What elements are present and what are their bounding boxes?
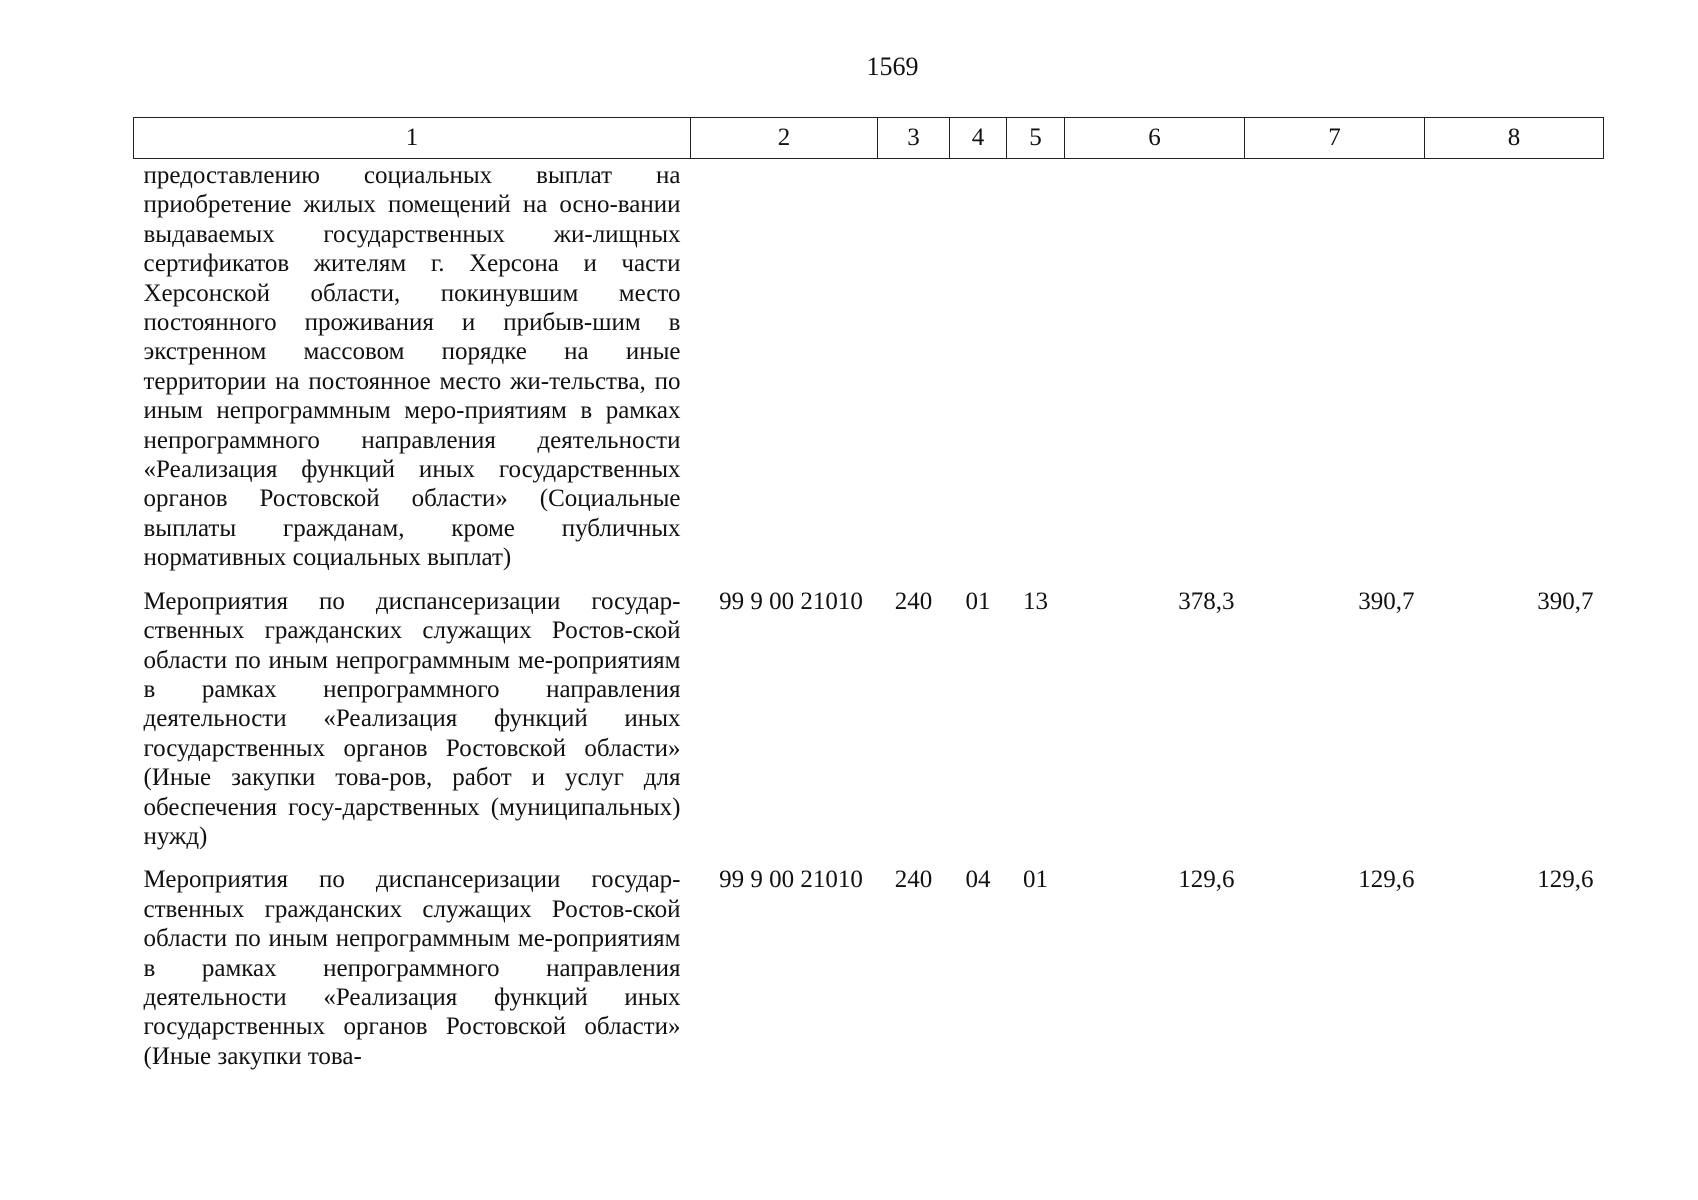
table-row [134, 573, 1604, 852]
column-header: 6 [1065, 118, 1245, 159]
amount-cell-7: 129,6 [1358, 866, 1415, 894]
expense-type-cell [878, 159, 950, 573]
table-row [134, 851, 1604, 1071]
table-row [134, 159, 1604, 573]
target-code-cell: 99 9 00 21010 [719, 866, 863, 894]
amount-cell-6 [1065, 159, 1245, 573]
target-code-cell [691, 159, 878, 573]
column-header: 2 [691, 118, 878, 159]
amount-cell-7 [1245, 159, 1425, 573]
expense-type-cell: 240 [894, 587, 933, 615]
page-number: 1569 [866, 52, 919, 81]
subsection-cell: 01 [1023, 866, 1048, 894]
table-header-row [134, 118, 1604, 159]
section-cell: 04 [965, 866, 991, 894]
section-cell: 01 [965, 587, 991, 615]
row-description: Мероприятия по диспансеризации государ-ственных гражданских служащих Ростов-ской области по иным непрограммным ме-роприятиям в рамках непрограммного направления деятельности «Реализация функций иных государственных органов Ростовской области» (Иные закупки това- [143, 866, 681, 1070]
budget-table [133, 117, 1604, 1071]
row-description: предоставлению социальных выплат на приобретение жилых помещений на осно-вании выдаваемых государственных жи-лищных сертификатов жителям г. Херсона и части Херсонской области, покинувшим место постоянного проживания и прибыв-шим в экстренном массовом порядке на иные территории на постоянное место жи-тельства, по иным непрограммным меро-приятиям в рамках непрограммного направления деятельности «Реализация функций иных государственных органов Ростовской области» (Социальные выплаты гражданам, кроме публичных нормативных социальных выплат) [143, 162, 681, 572]
expense-type-cell: 240 [894, 866, 933, 894]
column-header: 5 [1007, 118, 1065, 159]
target-code-cell: 99 9 00 21010 [719, 587, 863, 615]
amount-cell-8: 129,6 [1537, 866, 1594, 894]
subsection-cell [1007, 159, 1065, 573]
column-header: 7 [1245, 118, 1425, 159]
row-description: Мероприятия по диспансеризации государ-ственных гражданских служащих Ростов-ской области по иным непрограммным ме-роприятиям в рамках непрограммного направления деятельности «Реализация функций иных государственных органов Ростовской области» (Иные закупки това-ров, работ и услуг для обеспечения госу-дарственных (муниципальных) нужд) [143, 587, 681, 850]
amount-cell-8: 390,7 [1537, 587, 1594, 615]
amount-cell-8 [1425, 159, 1604, 573]
column-header: 1 [134, 118, 691, 159]
amount-cell-7: 390,7 [1358, 587, 1415, 615]
column-header: 8 [1425, 118, 1604, 159]
column-header: 4 [950, 118, 1007, 159]
amount-cell-6: 378,3 [1178, 587, 1235, 615]
column-header: 3 [878, 118, 950, 159]
amount-cell-6: 129,6 [1178, 866, 1235, 894]
section-cell [950, 159, 1007, 573]
subsection-cell: 13 [1023, 587, 1048, 615]
